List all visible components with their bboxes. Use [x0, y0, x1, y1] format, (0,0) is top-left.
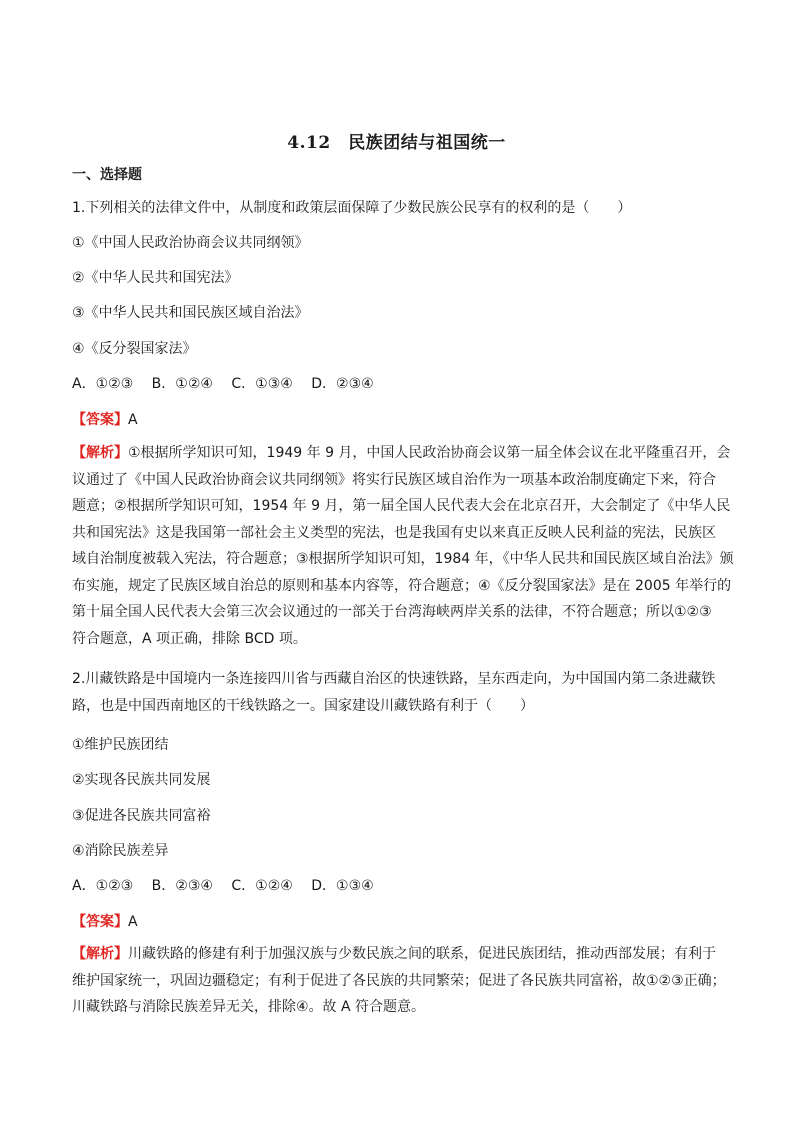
question-1-item-4: ④《反分裂国家法》	[72, 341, 197, 357]
question-2-analysis	[72, 941, 728, 1021]
analysis-line: 题意；②根据所学知识可知，1954 年 9 月，第一届全国人民代表大会在北京召开，大会制定了《中华人民	[72, 498, 731, 514]
question-2-item-4: ④消除民族差异	[72, 843, 169, 859]
analysis-label: 【解析】	[72, 445, 128, 461]
analysis-line: 域自治制度被载入宪法，符合题意；③根据所学知识可知，1984 年，《中华人民共和国民族区域自治法》颁	[72, 551, 734, 567]
analysis-line: 川藏铁路与消除民族差异无关，排除④。故 A 符合题意。	[72, 999, 426, 1015]
analysis-line: 【解析】川藏铁路的修建有利于加强汉族与少数民族之间的联系，促进民族团结，推动西部发展；有利于	[72, 946, 716, 962]
section-heading: 一、选择题	[72, 167, 142, 183]
analysis-line: 共和国宪法》这是我国第一部社会主义类型的宪法，也是我国有史以来真正反映人民利益的宪法，民族区	[72, 524, 716, 541]
question-1-options: A．①②③ B．①②④ C．①③④ D．②③④	[72, 376, 374, 392]
question-2-stem	[72, 666, 728, 719]
question-1-item-2: ②《中华人民共和国宪法》	[72, 270, 239, 286]
stem-line: 路，也是中国西南地区的干线铁路之一。国家建设川藏铁路有利于（ ）	[72, 697, 534, 714]
analysis-line: 符合题意，A 项正确，排除 BCD 项。	[72, 630, 307, 647]
question-1-stem: 1.下列相关的法律文件中，从制度和政策层面保障了少数民族公民享有的权利的是（ ）	[72, 200, 632, 216]
answer-label: 【答案】	[72, 914, 128, 930]
answer-label: 【答案】	[72, 412, 128, 428]
analysis-line: 【解析】①根据所学知识可知，1949 年 9 月，中国人民政治协商会议第一届全体会议在北平隆重召开，会	[72, 445, 731, 461]
analysis-line: 第十届全国人民代表大会第三次会议通过的一部关于台湾海峡两岸关系的法律，不符合题意；所以①②③	[72, 604, 712, 620]
question-1-answer	[72, 410, 727, 430]
question-2-options: A．①②③ B．②③④ C．①②④ D．①③④	[72, 878, 374, 894]
answer-value: A	[128, 412, 138, 428]
page-title: 4.12 民族团结与祖国统一	[287, 133, 506, 153]
question-1-item-3: ③《中华人民共和国民族区域自治法》	[72, 305, 309, 321]
stem-line: 2.川藏铁路是中国境内一条连接四川省与西藏自治区的快速铁路，呈东西走向，为中国国内第二条进藏铁	[72, 671, 716, 687]
answer-value: A	[128, 914, 138, 930]
question-2-item-2: ②实现各民族共同发展	[72, 772, 211, 788]
question-2-item-1: ①维护民族团结	[72, 737, 169, 753]
analysis-line: 维护国家统一，巩固边疆稳定；有利于促进了各民族的共同繁荣；促进了各民族共同富裕，故①②③正确；	[72, 972, 726, 989]
question-2-answer	[72, 912, 727, 932]
analysis-label: 【解析】	[72, 946, 128, 962]
question-1-item-1: ①《中国人民政治协商会议共同纲领》	[72, 235, 309, 251]
question-2-item-3: ③促进各民族共同富裕	[72, 808, 211, 824]
question-1-analysis	[72, 440, 734, 652]
analysis-line: 布实施，规定了民族区域自治总的原则和基本内容等，符合题意；④《反分裂国家法》是在 2005 年举行的	[72, 577, 732, 594]
analysis-line: 议通过了《中国人民政治协商会议共同纲领》将实行民族区域自治作为一项基本政治制度确定下来，符合	[72, 471, 716, 488]
